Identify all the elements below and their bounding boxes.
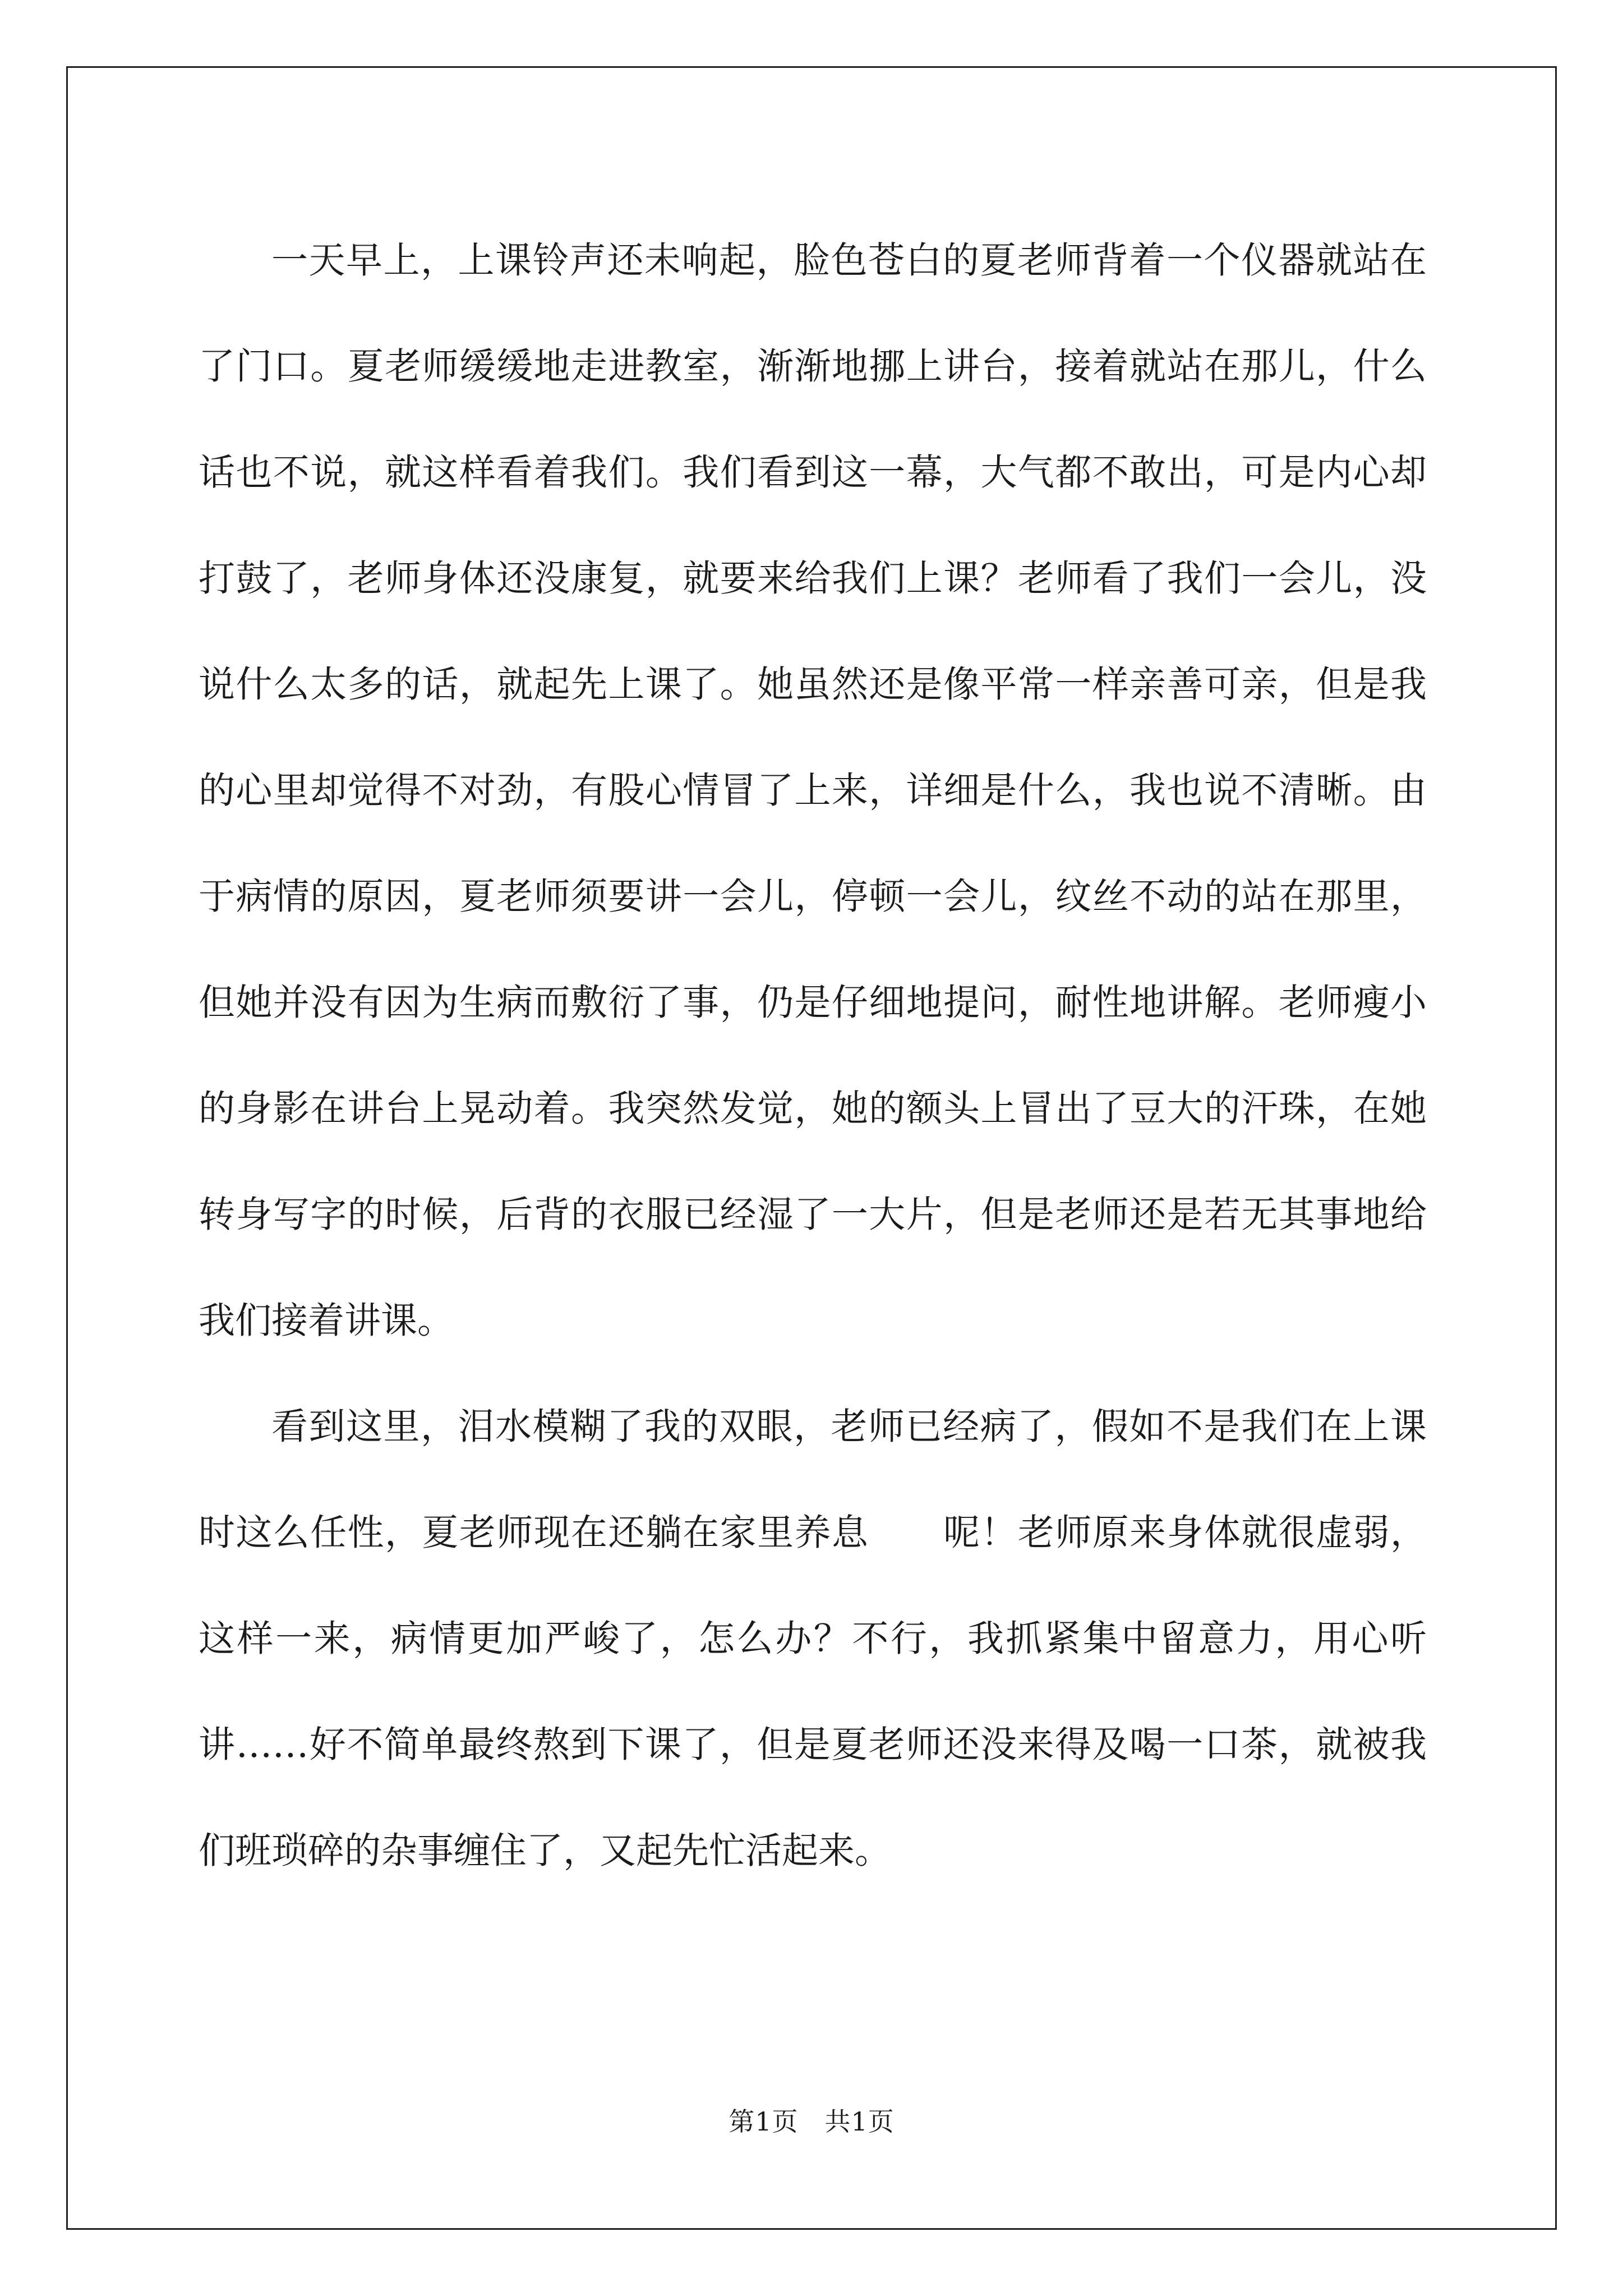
- paragraph-1: 一天早上，上课铃声还未响起，脸色苍白的夏老师背着一个仪器就站在了门口。夏老师缓缓地走进教室，渐渐地挪上讲台，接着就站在那儿，什么话也不说，就这样看着我们。我们看到这一幕，大气都不敢出，可是内心却打鼓了，老师身体还没康复，就要来给我们上课？老师看了我们一会儿，没说什么太多的话，就起先上课了。她虽然还是像平常一样亲善可亲，但是我的心里却觉得不对劲，有股心情冒了上来，详细是什么，我也说不清晰。由于病情的原因，夏老师须要讲一会儿，停顿一会儿，纹丝不动的站在那里，但她并没有因为生病而敷衍了事，仍是仔细地提问，耐性地讲解。老师瘦小的身影在讲台上晃动着。我突然发觉，她的额头上冒出了豆大的汗珠，在她转身写字的时候，后背的衣服已经湿了一大片，但是老师还是若无其事地给我们接着讲课。: [199, 240, 1427, 1342]
- page-footer: 第1页 共1页: [728, 2106, 895, 2137]
- paragraph-2: 看到这里，泪水模糊了我的双眼，老师已经病了，假如不是我们在上课时这么任性，夏老师现在还躺在家里养息 呢！老师原来身体就很虚弱，这样一来，病情更加严峻了，怎么办？不行，我抓紧集中留意力，用心听讲……好不简单最终熬到下课了，但是夏老师还没来得及喝一口茶，就被我们班琐碎的杂事缠住了，又起先忙活起来。: [199, 1406, 1427, 1872]
- document-body: [199, 208, 1427, 1904]
